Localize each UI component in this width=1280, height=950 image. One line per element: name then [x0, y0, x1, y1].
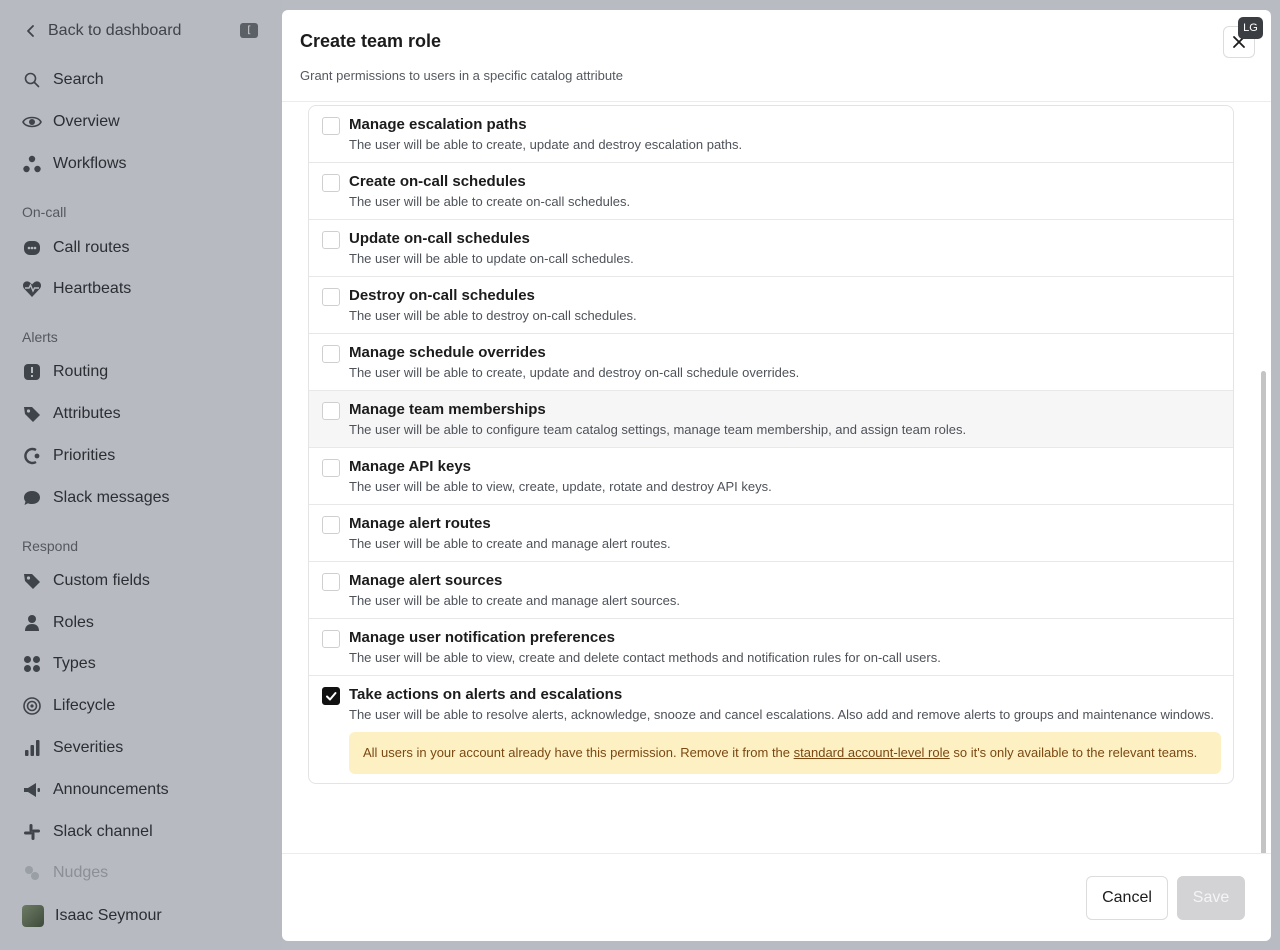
sidebar-item-workflows[interactable] [22, 151, 262, 177]
sidebar-item-label: Workflows [53, 155, 127, 172]
eye-icon [22, 112, 42, 132]
permission-row[interactable] [309, 163, 1233, 220]
section-title-on-call: On-call [22, 204, 67, 220]
avatar [22, 905, 44, 927]
sidebar-item-label: Heartbeats [53, 280, 132, 297]
workflow-icon [22, 154, 42, 174]
permission-row[interactable] [309, 448, 1233, 505]
keyboard-shortcut-hint: [ [240, 23, 258, 38]
permissions-list [308, 105, 1234, 784]
megaphone-icon [22, 780, 42, 800]
sidebar-item-label: Types [53, 655, 96, 672]
sidebar [0, 0, 282, 950]
user-name: Isaac Seymour [55, 907, 162, 924]
sidebar-item-label: Overview [53, 113, 120, 130]
lifecycle-icon [22, 696, 42, 716]
permission-checkbox[interactable] [322, 402, 340, 420]
chat-bubble-icon [22, 488, 42, 508]
permission-checkbox[interactable] [322, 117, 340, 135]
permission-description: The user will be able to create, update and destroy escalation paths. [349, 137, 743, 152]
permission-row[interactable] [309, 220, 1233, 277]
modal-title: Create team role [300, 31, 442, 51]
permission-description: The user will be able to destroy on-call schedules. [349, 308, 637, 323]
sidebar-item-routing[interactable] [22, 359, 262, 385]
permission-title: Manage schedule overrides [349, 344, 546, 361]
sidebar-item-priorities[interactable] [22, 443, 262, 469]
sidebar-item-search[interactable] [22, 67, 262, 93]
permission-description: The user will be able to create on-call schedules. [349, 194, 631, 209]
permission-row[interactable] [309, 505, 1233, 562]
sidebar-item-label: Priorities [53, 447, 116, 464]
modal-footer [282, 853, 1271, 941]
permission-row[interactable] [309, 277, 1233, 334]
sidebar-item-label: Slack messages [53, 489, 170, 506]
permission-title: Manage team memberships [349, 401, 546, 418]
modal-header [282, 10, 1271, 102]
permission-description: The user will be able to configure team catalog settings, manage team membership, and assign team roles. [349, 422, 967, 437]
checkmark-icon [325, 690, 337, 702]
permission-checkbox[interactable] [322, 573, 340, 591]
user-menu[interactable] [22, 905, 162, 927]
permission-title: Take actions on alerts and escalations [349, 686, 623, 703]
permission-checkbox[interactable] [322, 630, 340, 648]
permission-checkbox[interactable] [322, 516, 340, 534]
sidebar-item-roles[interactable] [22, 610, 262, 636]
permission-description: The user will be able to create, update and destroy on-call schedule overrides. [349, 365, 800, 380]
permission-row[interactable] [309, 619, 1233, 676]
bar-chart-icon [22, 738, 42, 758]
permission-description: The user will be able to create and manage alert sources. [349, 593, 680, 608]
priority-icon [22, 446, 42, 466]
permission-title: Manage alert routes [349, 515, 491, 532]
search-icon [22, 70, 42, 90]
permission-title: Create on-call schedules [349, 173, 526, 190]
sidebar-item-heartbeats[interactable] [22, 276, 262, 302]
permission-warning-callout [349, 732, 1221, 774]
user-initials-badge: LG [1238, 17, 1263, 39]
scrollbar[interactable] [1261, 371, 1266, 853]
heart-pulse-icon [22, 279, 42, 299]
sidebar-item-label: Severities [53, 739, 124, 756]
sidebar-item-overview[interactable] [22, 109, 262, 135]
section-title-alerts: Alerts [22, 329, 58, 345]
sidebar-item-label: Slack channel [53, 823, 153, 840]
permission-checkbox[interactable] [322, 174, 340, 192]
permission-title: Update on-call schedules [349, 230, 530, 247]
save-button[interactable]: Save [1177, 876, 1245, 920]
sidebar-item-label: Custom fields [53, 572, 150, 589]
permission-description: The user will be able to create and manage alert routes. [349, 536, 671, 551]
cancel-button[interactable]: Cancel [1086, 876, 1168, 920]
tag-icon [22, 404, 42, 424]
permission-title: Destroy on-call schedules [349, 287, 535, 304]
permissions-scroll-area[interactable] [282, 103, 1271, 853]
sidebar-item-call-routes[interactable] [22, 235, 262, 261]
standard-role-link[interactable]: standard account-level role [793, 745, 950, 760]
permission-checkbox[interactable] [322, 345, 340, 363]
sidebar-item-custom-fields[interactable] [22, 568, 262, 594]
permission-checkbox-checked[interactable] [322, 687, 340, 705]
permission-description: The user will be able to update on-call schedules. [349, 251, 634, 266]
back-label: Back to dashboard [48, 22, 182, 39]
permission-title: Manage alert sources [349, 572, 503, 589]
nudge-icon [22, 863, 42, 883]
sidebar-item-severities[interactable] [22, 735, 262, 761]
tag-icon [22, 571, 42, 591]
chevron-left-icon [22, 22, 40, 40]
sidebar-item-label: Lifecycle [53, 697, 116, 714]
slack-icon [22, 822, 42, 842]
sidebar-item-label: Roles [53, 614, 94, 631]
create-team-role-modal [282, 10, 1271, 941]
sidebar-item-nudges[interactable] [22, 860, 262, 886]
sidebar-item-slack-messages[interactable] [22, 485, 262, 511]
person-icon [22, 613, 42, 633]
sidebar-item-label: Routing [53, 363, 109, 380]
sidebar-item-label: Search [53, 71, 104, 88]
sidebar-item-types[interactable] [22, 651, 262, 677]
alert-icon [22, 362, 42, 382]
permission-description: The user will be able to view, create and delete contact methods and notification rules for on-call users. [349, 650, 941, 665]
permission-title: Manage API keys [349, 458, 471, 475]
sidebar-item-attributes[interactable] [22, 401, 262, 427]
permission-row[interactable] [309, 676, 1233, 783]
permission-checkbox[interactable] [322, 459, 340, 477]
section-title-respond: Respond [22, 538, 79, 554]
sidebar-item-label: Attributes [53, 405, 121, 422]
permission-row[interactable] [309, 334, 1233, 391]
warning-text-after: so it's only available to the relevant teams. [949, 745, 1198, 760]
permission-description: The user will be able to resolve alerts, acknowledge, snooze and cancel escalations. Also add and remove alerts to groups and maintenance windows. [349, 707, 1215, 722]
sidebar-item-slack-channel[interactable] [22, 819, 262, 845]
sidebar-item-label: Nudges [53, 864, 109, 881]
grid-icon [22, 654, 42, 674]
modal-subtitle: Grant permissions to users in a specific catalog attribute [300, 68, 623, 83]
permission-row[interactable] [309, 562, 1233, 619]
permission-row[interactable] [309, 106, 1233, 163]
permission-description: The user will be able to view, create, update, rotate and destroy API keys. [349, 479, 772, 494]
permission-row[interactable] [309, 391, 1233, 448]
back-to-dashboard-link[interactable] [22, 19, 262, 43]
permission-title: Manage escalation paths [349, 116, 527, 133]
warning-text-before: All users in your account already have this permission. Remove it from the [363, 745, 794, 760]
sidebar-item-lifecycle[interactable] [22, 693, 262, 719]
permission-checkbox[interactable] [322, 288, 340, 306]
sidebar-item-label: Announcements [53, 781, 169, 798]
permission-checkbox[interactable] [322, 231, 340, 249]
sidebar-item-announcements[interactable] [22, 777, 262, 803]
permission-title: Manage user notification preferences [349, 629, 615, 646]
sidebar-item-label: Call routes [53, 239, 130, 256]
phone-icon [22, 238, 42, 258]
